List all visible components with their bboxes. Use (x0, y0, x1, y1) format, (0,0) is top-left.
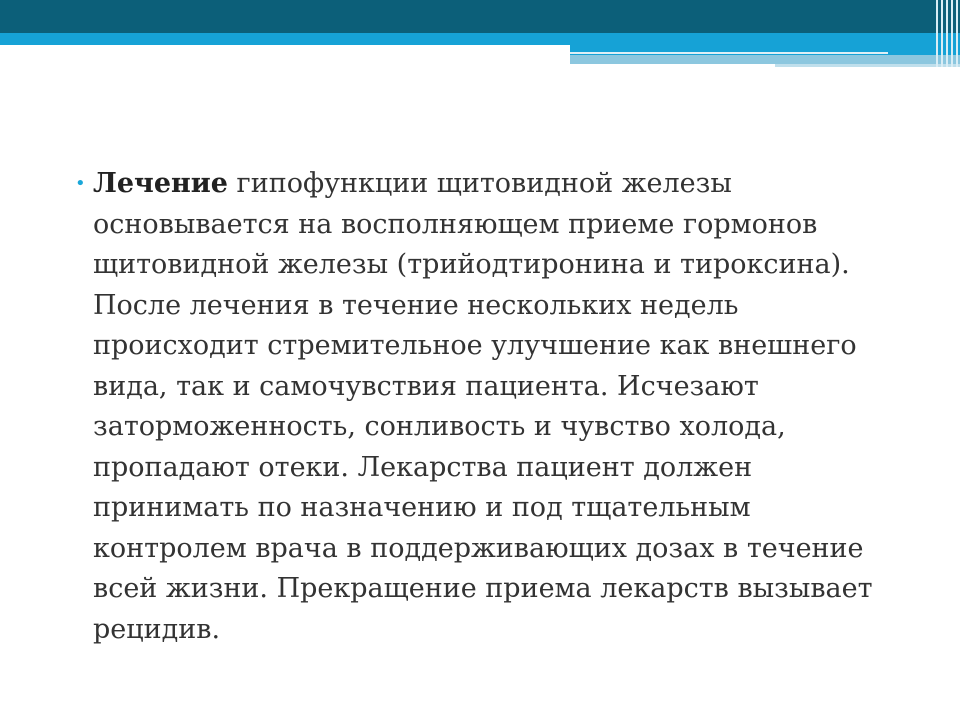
header-stripes (934, 0, 960, 67)
slide-body (75, 164, 895, 650)
header-step-band-lower (570, 55, 960, 64)
bullet-lead-bold: Лечение (93, 168, 228, 199)
bullet-item (75, 164, 895, 650)
paragraph-1-text: гипофункции щитовидной железы основывается на восполняющем приеме гормонов щитовидной железы (трийодтиронина и тироксина). (93, 168, 850, 280)
bullet-dot-icon: • (75, 173, 86, 194)
header-band-light (0, 33, 960, 45)
header-step-line-lower (775, 64, 960, 67)
paragraph-2: После лечения в течение нескольких недель происходит стремительное улучшение как внешнего вида, так и самочувствия пациента. Исчезают заторможенность, сонливость и чувство холода, пропадают отеки. Лекарства пациент должен принимать по назначению и под тщательным контролем врача в поддерживающих дозах в течение всей жизни. Прекращение приема лекарств вызывает рецидив. (93, 289, 873, 645)
header-step-line (570, 52, 888, 54)
header-band-dark (0, 0, 960, 33)
header-band-gap (0, 45, 570, 48)
paragraph-1 (93, 164, 895, 286)
